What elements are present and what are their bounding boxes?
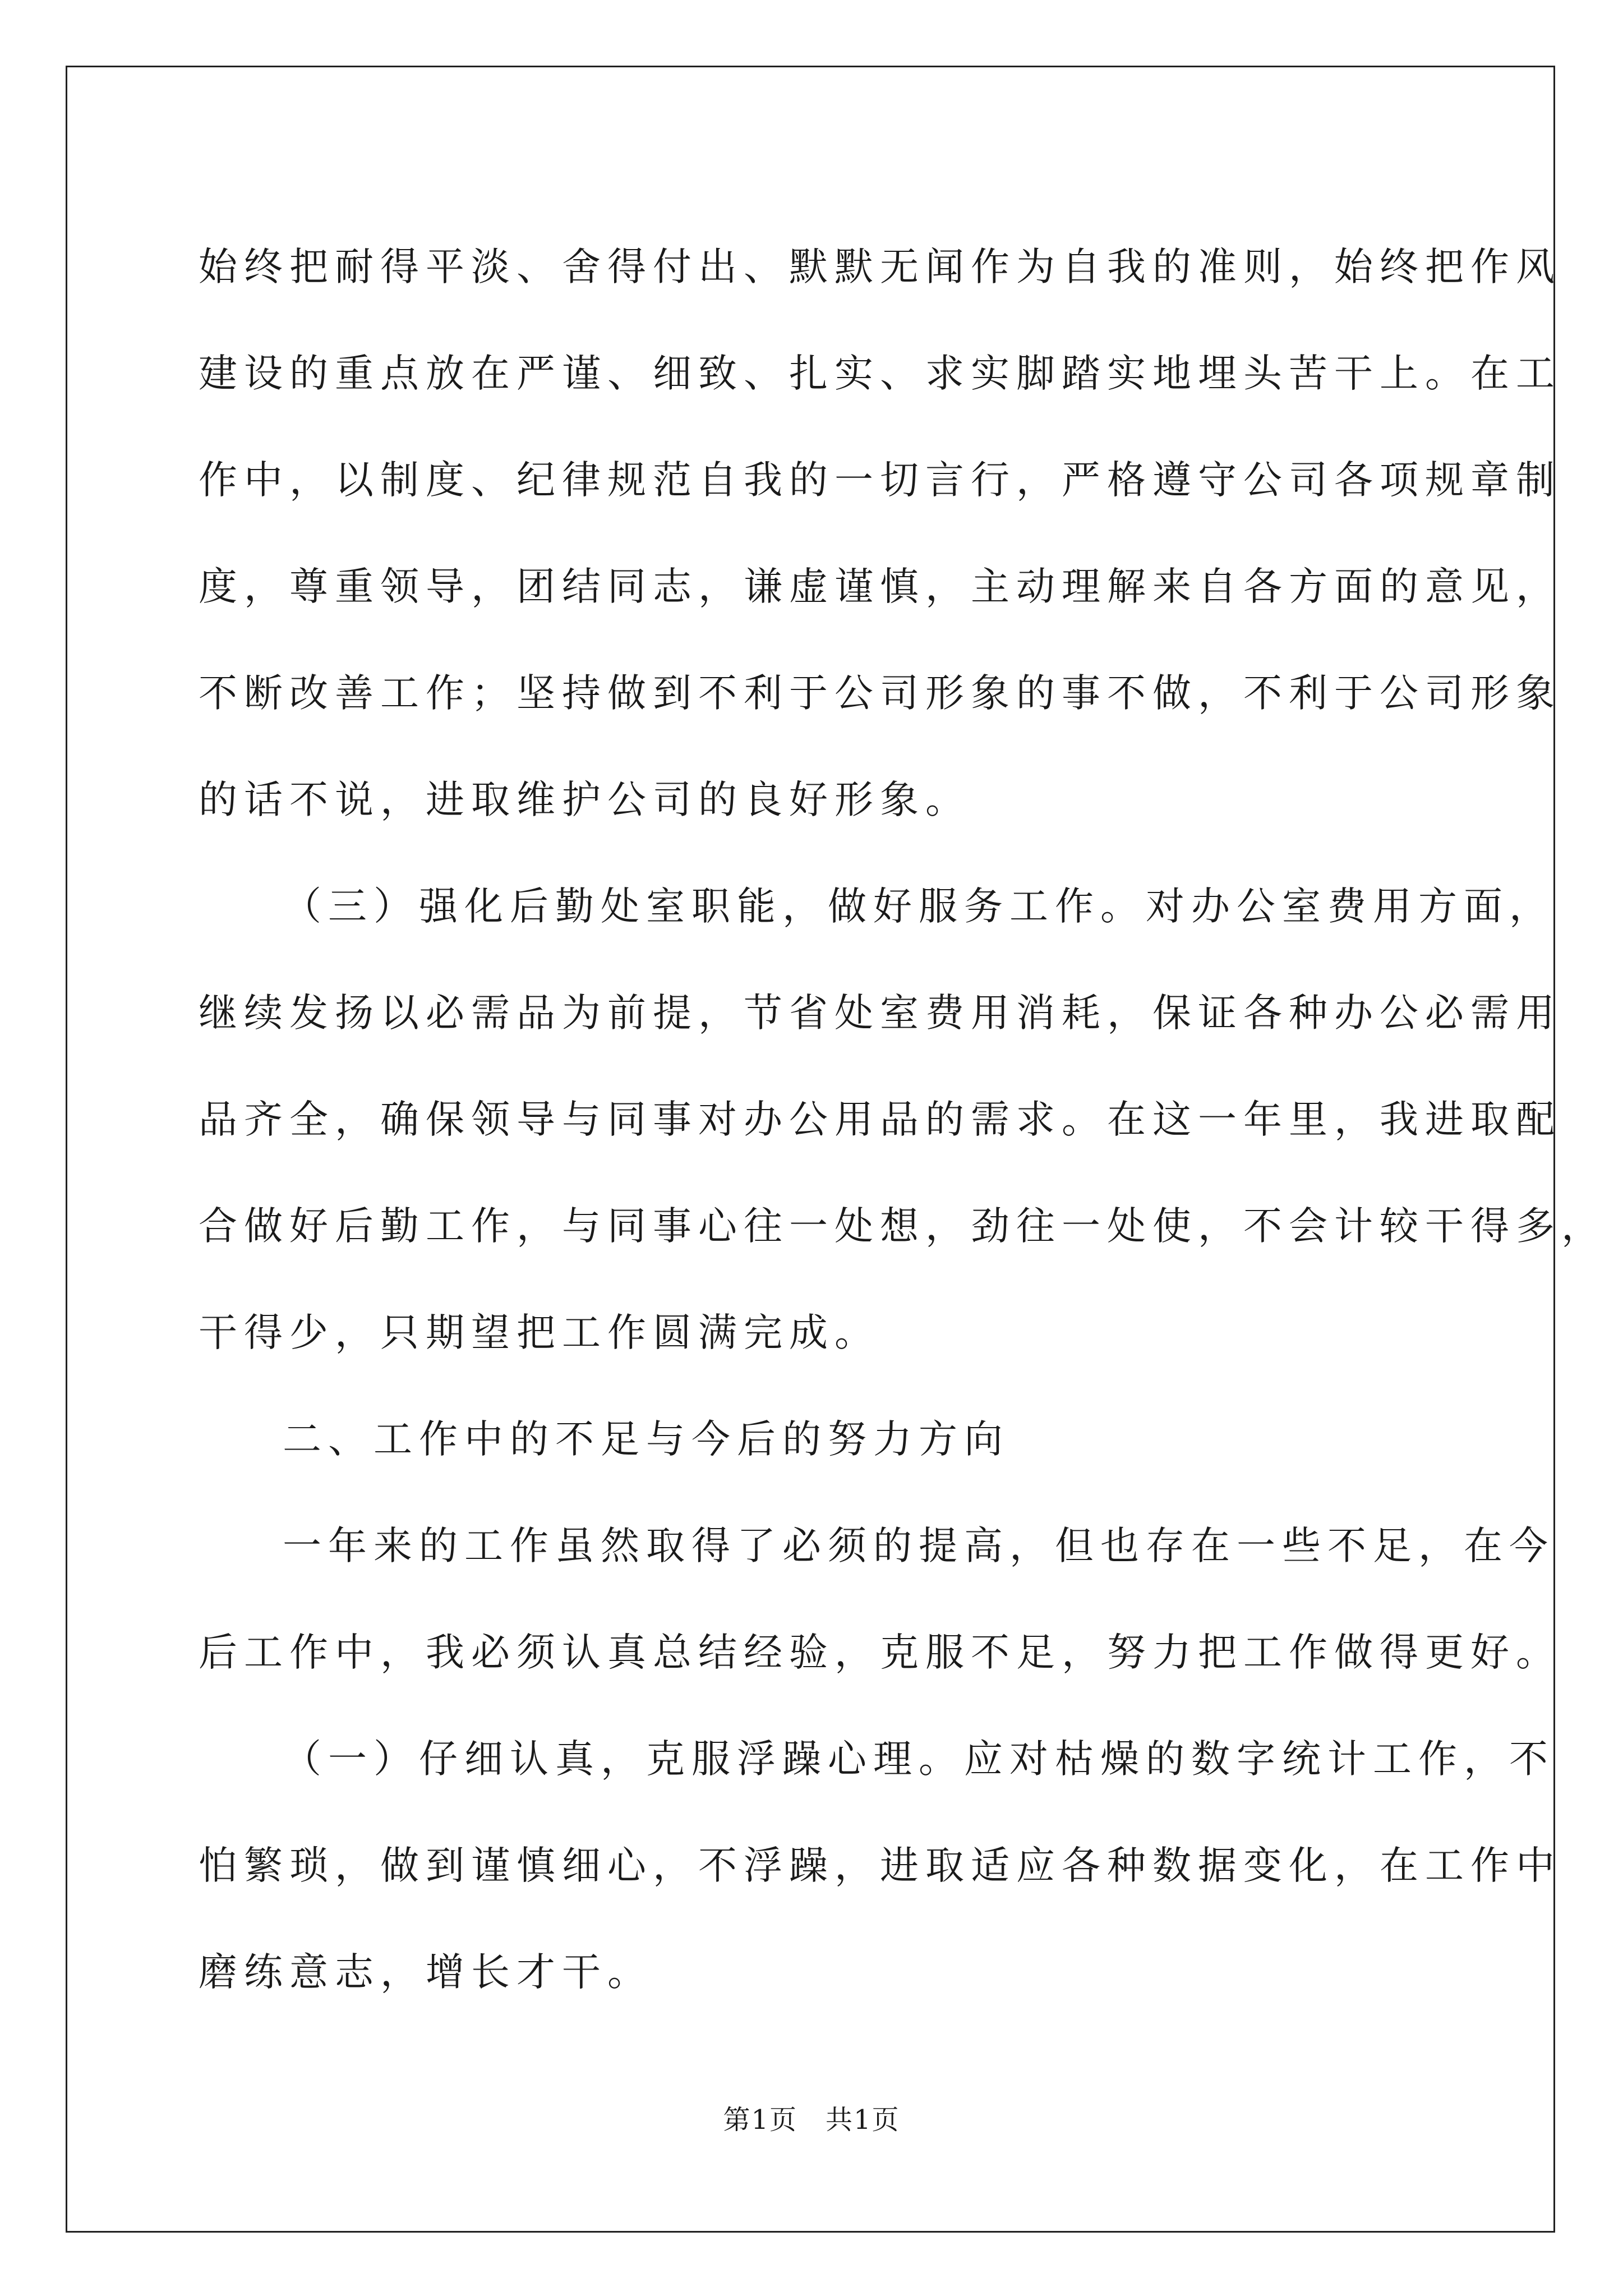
text-line: 不断改善工作；坚持做到不利于公司形象的事不做，不利于公司形象: [199, 671, 1561, 716]
text-line: 作中，以制度、纪律规范自我的一切言行，严格遵守公司各项规章制: [199, 458, 1561, 503]
section-heading: 二、工作中的不足与今后的努力方向: [283, 1417, 1009, 1462]
text-line: 怕繁琐，做到谨慎细心，不浮躁，进取适应各种数据变化，在工作中: [199, 1843, 1561, 1888]
text-line: 品齐全，确保领导与同事对办公用品的需求。在这一年里，我进取配: [199, 1097, 1561, 1142]
text-line: 的话不说，进取维护公司的良好形象。: [199, 777, 971, 822]
text-line: 继续发扬以必需品为前提，节省处室费用消耗，保证各种办公必需用: [199, 991, 1561, 1036]
text-line: 建设的重点放在严谨、细致、扎实、求实脚踏实地埋头苦干上。在工: [199, 351, 1561, 396]
text-line: 干得少，只期望把工作圆满完成。: [199, 1310, 880, 1355]
text-line: 度，尊重领导，团结同志，谦虚谨慎，主动理解来自各方面的意见，: [199, 564, 1561, 609]
text-line: 后工作中，我必须认真总结经验，克服不足，努力把工作做得更好。: [199, 1630, 1561, 1675]
page-number-footer: 第1页 共1页: [723, 2104, 900, 2136]
text-line: 始终把耐得平淡、舍得付出、默默无闻作为自我的准则，始终把作风: [199, 245, 1561, 289]
document-body: [199, 214, 1607, 2026]
paragraph-start-line: （三）强化后勤处室职能，做好服务工作。对办公室费用方面，: [283, 884, 1555, 929]
paragraph-start-line: （一）仔细认真，克服浮躁心理。应对枯燥的数字统计工作，不: [283, 1737, 1555, 1782]
text-line: 磨练意志，增长才干。: [199, 1950, 653, 1995]
text-line: 合做好后勤工作，与同事心往一处想，劲往一处使，不会计较干得多，: [199, 1204, 1607, 1249]
paragraph-start-line: 一年来的工作虽然取得了必须的提高，但也存在一些不足，在今: [283, 1524, 1555, 1568]
